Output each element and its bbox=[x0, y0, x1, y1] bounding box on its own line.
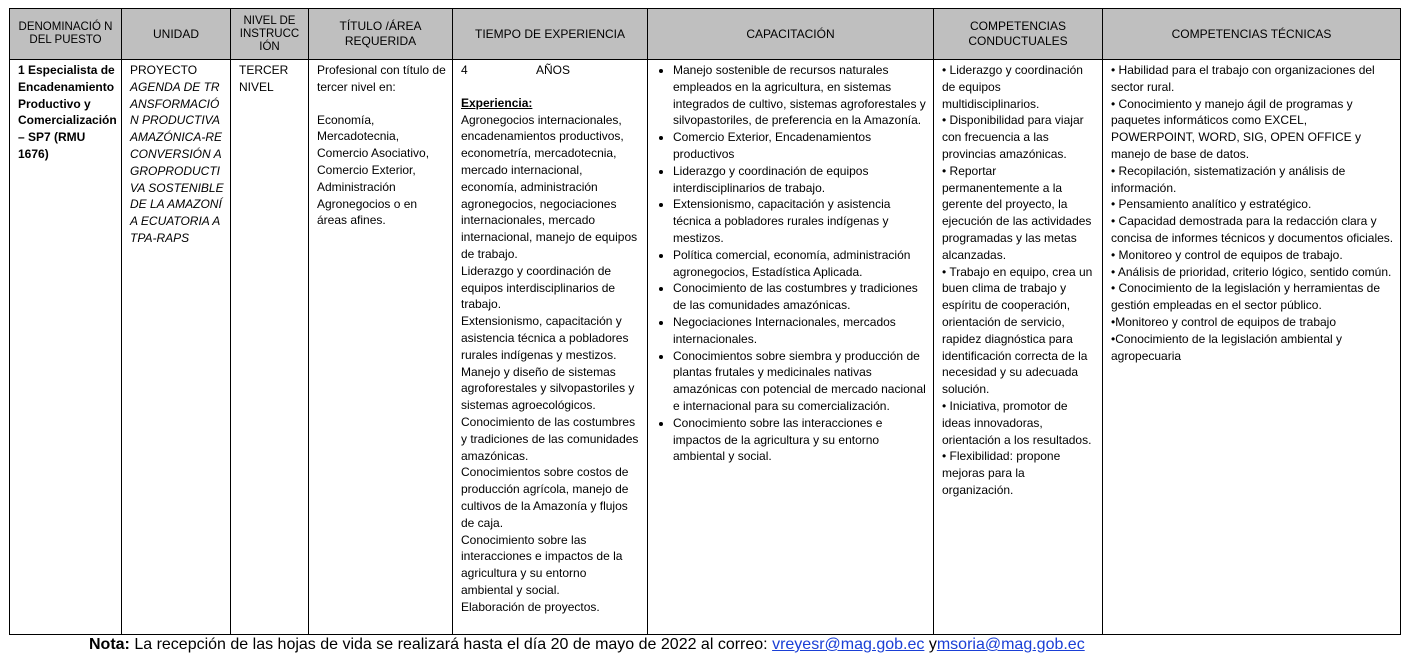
experiencia-item: Extensionismo, capacitación y asistencia técnica a pobladores rurales indígenas y mestizos. bbox=[461, 314, 629, 362]
cell-titulo bbox=[309, 60, 453, 635]
note-text: La recepción de las hojas de vida se realizará hasta el día 20 de mayo de 2022 al correo: bbox=[129, 636, 773, 653]
tecnica-item: • Recopilación, sistematización y análisis de información. bbox=[1111, 163, 1346, 195]
tecnica-item: •Conocimiento de la legislación ambiental y agropecuaria bbox=[1111, 331, 1342, 363]
tecnica-item: • Conocimiento y manejo ágil de programas y paquetes informáticos como EXCEL, POWERPOINT, WORD, SIG, OPEN OFFICE y manejo de base de datos. bbox=[1111, 96, 1362, 161]
header-capacitacion: CAPACITACIÓN bbox=[648, 9, 934, 60]
header-unidad: UNIDAD bbox=[122, 9, 231, 60]
experiencia-item: Conocimiento de las costumbres y tradiciones de las comunidades amazónicas. bbox=[461, 414, 639, 463]
header-titulo: TÍTULO /ÁREA REQUERIDA bbox=[309, 9, 453, 60]
nivel-text: TERCER NIVEL bbox=[239, 63, 289, 94]
tecnica-item: • Análisis de prioridad, criterio lógico, sentido común. bbox=[1111, 264, 1392, 279]
tecnica-item: • Capacidad demostrada para la redacción clara y concisa de informes técnicos y documentos oficiales. bbox=[1111, 214, 1394, 245]
cell-nivel bbox=[231, 60, 309, 635]
note-label: Nota: bbox=[89, 636, 130, 653]
tecnica-item: • Conocimiento de la legislación y herramientas de gestión empleadas en el sector público. bbox=[1111, 281, 1381, 313]
tiempo-unit: AÑOS bbox=[536, 63, 571, 77]
titulo-intro: Profesional con título de tercer nivel en: bbox=[317, 63, 446, 94]
cell-puesto bbox=[10, 60, 122, 635]
experiencia-item: Manejo y diseño de sistemas agroforestales y silvopastoriles y sistemas agroecológicos. bbox=[461, 364, 635, 413]
capacitacion-item: • Extensionismo, capacitación y asistencia técnica a pobladores rurales indígenas y mestizos. bbox=[673, 196, 927, 246]
titulo-areas: Economía, Mercadotecnia, Comercio Asociativo, Comercio Exterior, Administración Agronegocios o en áreas afines. bbox=[317, 112, 430, 228]
conductual-item: • Disponibilidad para viajar con frecuencia a las provincias amazónicas. bbox=[942, 113, 1084, 161]
experiencia-item: Conocimientos sobre costos de producción agrícola, manejo de cultivos de la Amazonía y flujos de caja. bbox=[461, 465, 629, 530]
header-tiempo: TIEMPO DE EXPERIENCIA bbox=[453, 9, 648, 60]
tiempo-value bbox=[461, 62, 641, 79]
conductual-item: • Liderazgo y coordinación de equipos multidisciplinarios. bbox=[942, 63, 1083, 111]
capacitacion-item: • Manejo sostenible de recursos naturales empleados en la agricultura, en sistemas integrados de cultivo, sistemas agroforestales y silvopastoriles, de preferencia en la Amazonía. bbox=[673, 62, 927, 129]
tecnica-item: • Monitoreo y control de equipos de trabajo. bbox=[1111, 247, 1343, 262]
tecnica-item: • Habilidad para el trabajo con organizaciones del sector rural. bbox=[1111, 63, 1375, 94]
email-link-vreyesr[interactable]: vreyesr@mag.gob.ec bbox=[772, 636, 925, 653]
capacitacion-item: • Negociaciones Internacionales, mercados internacionales. bbox=[673, 314, 927, 348]
conductual-item: • Reportar permanentemente a la gerente del proyecto, la ejecución de las actividades programadas y las metas alcanzadas. bbox=[942, 163, 1092, 262]
experiencia-item: Elaboración de proyectos. bbox=[461, 599, 600, 614]
cell-unidad bbox=[122, 60, 231, 635]
email-link-msoria[interactable]: msoria@mag.gob.ec bbox=[936, 636, 1085, 653]
capacitacion-list bbox=[656, 62, 927, 465]
conductual-item: • Iniciativa, promotor de ideas innovadoras, orientación a los resultados. bbox=[942, 398, 1092, 447]
footer-note bbox=[89, 635, 1085, 655]
header-tecnicas: COMPETENCIAS TÉCNICAS bbox=[1103, 9, 1401, 60]
capacitacion-item: • Conocimiento de las costumbres y tradiciones de las comunidades amazónicas. bbox=[673, 280, 927, 314]
capacitacion-item: • Comercio Exterior, Encadenamientos productivos bbox=[673, 129, 927, 163]
conductual-item: • Trabajo en equipo, crea un buen clima de trabajo y espíritu de cooperación, orientación de servicio, rapidez diagnóstica para identificación correcta de la necesidad y su adecuada solución. bbox=[942, 264, 1093, 397]
cell-tecnicas bbox=[1103, 60, 1401, 635]
cell-conductuales bbox=[934, 60, 1103, 635]
cell-tiempo bbox=[453, 60, 648, 635]
tiempo-number: 4 bbox=[461, 63, 468, 77]
unidad-prefix: PROYECTO bbox=[130, 63, 198, 77]
header-conductuales: COMPETENCIAS CONDUCTUALES bbox=[934, 9, 1103, 60]
header-puesto: DENOMINACIÓ N DEL PUESTO bbox=[10, 9, 122, 60]
table-row bbox=[10, 60, 1401, 635]
tecnicas-list bbox=[1111, 62, 1394, 364]
experiencia-item: Liderazgo y coordinación de equipos interdisciplinarios de trabajo. bbox=[461, 263, 616, 312]
experiencia-list bbox=[461, 112, 641, 616]
conductual-item: • Flexibilidad: propone mejoras para la organización. bbox=[942, 449, 1061, 497]
capacitacion-item: • Conocimientos sobre siembra y producción de plantas frutales y medicinales nativas amazónicas con potencial de mercado nacional e internacional para su comercialización. bbox=[673, 348, 927, 415]
tecnica-item: •Monitoreo y control de equipos de trabajo bbox=[1111, 314, 1337, 329]
experiencia-label: Experiencia: bbox=[461, 95, 533, 110]
puesto-text: 1 Especialista de Encadenamiento Productivo y Comercialización – SP7 (RMU 1676) bbox=[18, 63, 117, 161]
unidad-name: AGENDA DE TRANSFORMACIÓN PRODUCTIVA AMAZÓNICA-RECONVERSIÓN AGROPRODUCTIVA SOSTENIBLE DE LA AMAZONÍA ECUATORIA ATPA-RAPS bbox=[130, 79, 224, 245]
experiencia-item: Agronegocios internacionales, encadenamientos productivos, econometría, mercadotecnia, mercado internacional, economía, administración agronegocios, negociaciones internacionales, mercado internacional, manejo de equipos de trabajo. bbox=[461, 112, 638, 261]
capacitacion-item: • Conocimiento sobre las interacciones e impactos de la agricultura y su entorno ambiental y social. bbox=[673, 415, 927, 465]
cell-capacitacion bbox=[648, 60, 934, 635]
capacitacion-item: • Política comercial, economía, administración agronegocios, Estadística Aplicada. bbox=[673, 247, 927, 281]
tecnica-item: • Pensamiento analítico y estratégico. bbox=[1111, 197, 1312, 212]
experiencia-item: Conocimiento sobre las interacciones e impactos de la agricultura y su entorno ambiental y social. bbox=[461, 532, 623, 597]
capacitacion-item: • Liderazgo y coordinación de equipos interdisciplinarios de trabajo. bbox=[673, 163, 927, 197]
header-nivel: NIVEL DE INSTRUCC IÓN bbox=[231, 9, 309, 60]
table-header-row bbox=[10, 9, 1401, 60]
note-connector: y bbox=[924, 636, 937, 653]
job-requirements-table bbox=[9, 8, 1401, 635]
conductuales-list bbox=[942, 62, 1096, 499]
